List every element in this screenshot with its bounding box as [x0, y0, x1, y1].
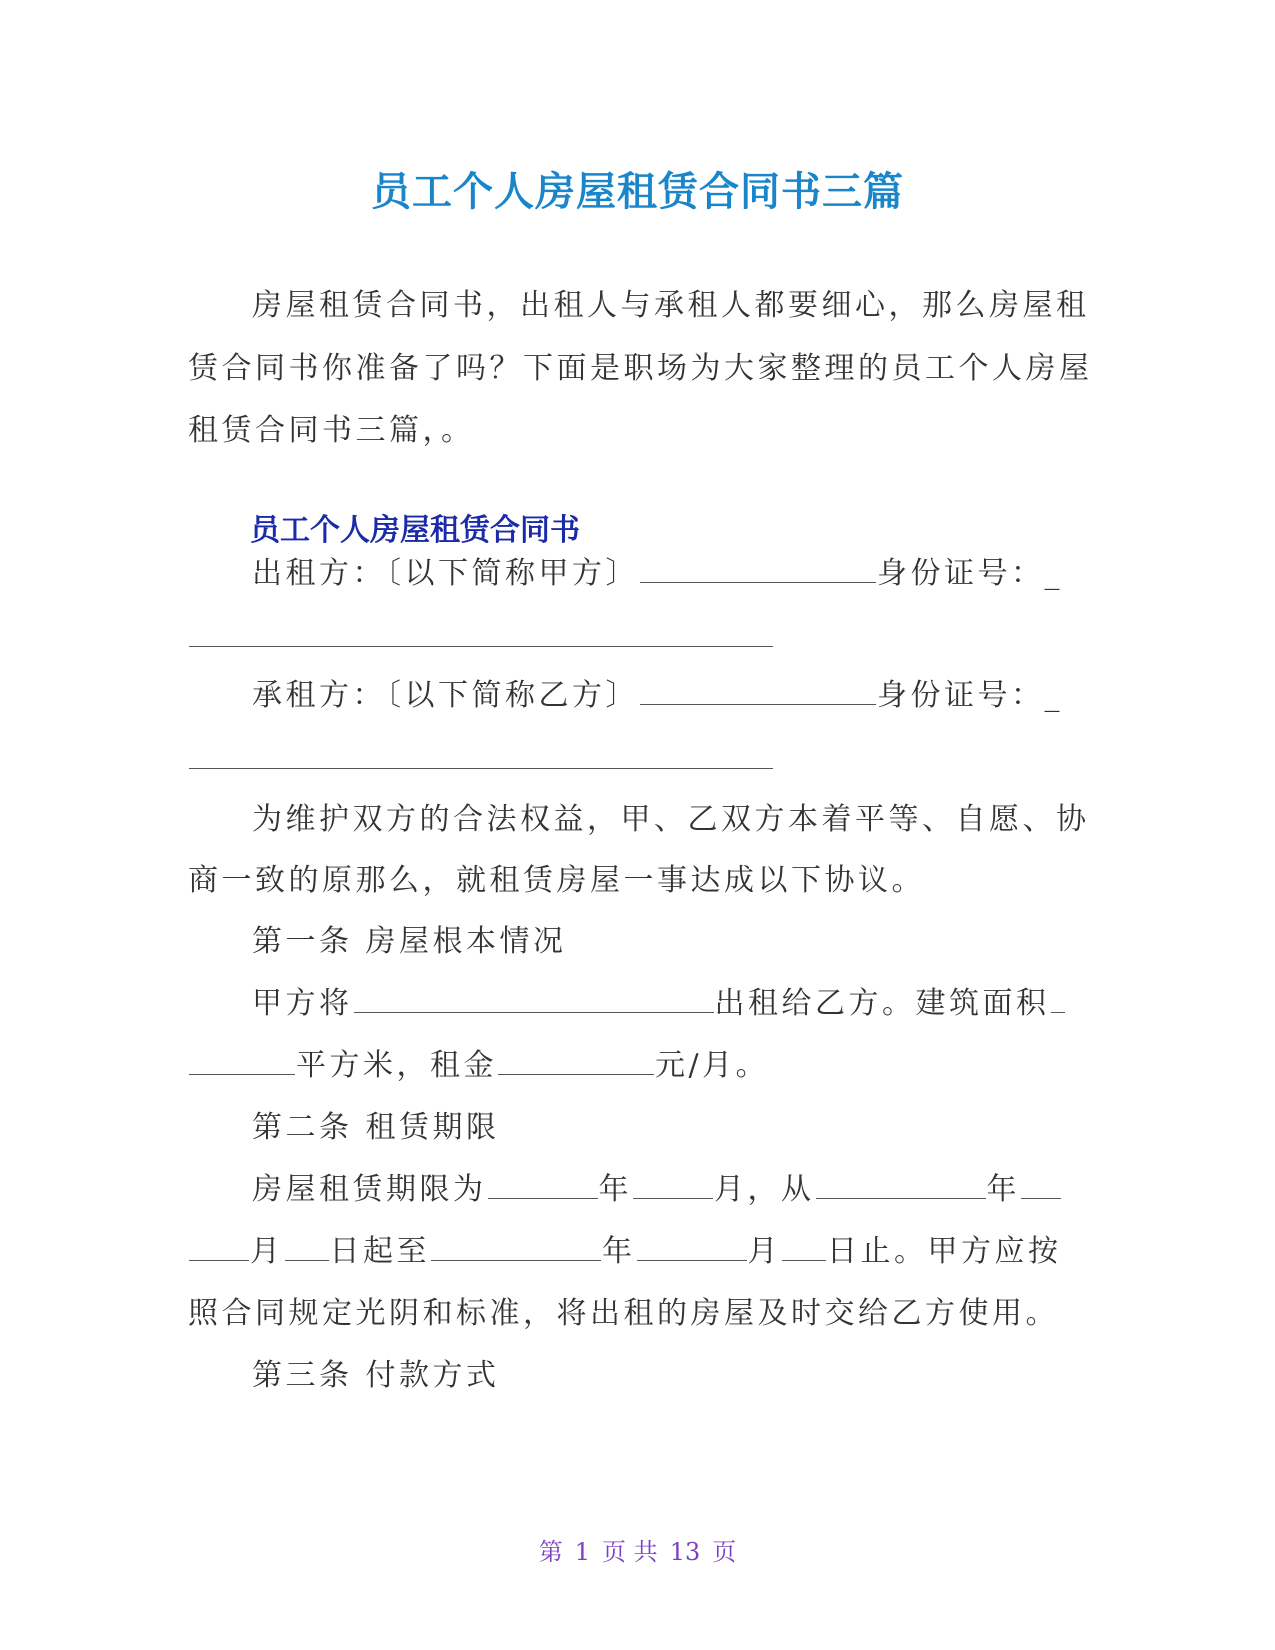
page-footer	[0, 1532, 1275, 1567]
article2-heading: 第二条 租赁期限	[252, 1110, 500, 1145]
article1-p2-b: 元/月。	[655, 1048, 770, 1083]
end-day-blank	[782, 1236, 826, 1261]
lessor-id-blank	[189, 622, 773, 647]
document-title: 员工个人房屋租赁合同书三篇	[371, 169, 904, 215]
area-blank-start	[1051, 988, 1065, 1013]
article1-p1-b: 出租给乙方。建筑面积	[714, 986, 1050, 1021]
lessor-id-line	[188, 618, 1088, 658]
lessee-id-tail: _	[1044, 678, 1063, 713]
article2-p1-b: 年	[598, 1172, 632, 1207]
article2-p2-b: 日起至	[329, 1234, 430, 1269]
preamble-line-1: 为维护双方的合法权益，甲、乙双方本着平等、自愿、协	[252, 802, 1090, 837]
lessee-id-label: 身份证号：	[877, 678, 1045, 713]
article2-line-3: 照合同规定光阴和标准，将出租的房屋及时交给乙方使用。	[188, 1296, 1059, 1331]
footer-suffix: 页	[712, 1538, 737, 1566]
article1-line-2	[188, 1046, 1088, 1086]
end-month-blank	[637, 1236, 747, 1261]
article1-p2-a: 平方米，租金	[296, 1048, 497, 1083]
rent-blank	[498, 1050, 654, 1075]
lessor-line	[252, 554, 1088, 594]
lessee-label: 承租方：〔以下简称乙方〕	[252, 678, 639, 713]
article2-p1-d: 年	[986, 1172, 1020, 1207]
article1-line-1	[252, 984, 1088, 1024]
footer-total-pages: 13	[669, 1538, 701, 1566]
start-day-blank	[285, 1236, 329, 1261]
intro-line-3: 租赁合同书三篇，。	[188, 413, 475, 448]
lessor-id-tail: _	[1044, 556, 1063, 591]
term-years-blank	[488, 1174, 598, 1199]
start-year-blank	[816, 1174, 986, 1199]
article2-p2-d: 月	[747, 1234, 781, 1269]
lessee-line	[252, 676, 1088, 716]
term-months-blank	[633, 1174, 713, 1199]
article1-p1-a: 甲方将	[252, 986, 353, 1021]
article2-line-2	[188, 1232, 1088, 1272]
area-blank	[189, 1050, 295, 1075]
section-heading: 员工个人房屋租赁合同书	[250, 513, 580, 548]
footer-page-number: 1	[574, 1538, 591, 1566]
start-month-blank-start	[1021, 1174, 1061, 1199]
intro-line-2: 赁合同书你准备了吗？下面是职场为大家整理的员工个人房屋	[188, 351, 1093, 386]
article2-p2-c: 年	[602, 1234, 636, 1269]
lessor-id-label: 身份证号：	[877, 556, 1045, 591]
lessee-name-blank	[640, 680, 876, 705]
lessee-id-blank	[189, 744, 773, 769]
end-year-blank	[431, 1236, 601, 1261]
footer-prefix: 第	[538, 1538, 563, 1566]
article3-heading: 第三条 付款方式	[252, 1358, 500, 1393]
article2-p2-a: 月	[250, 1234, 284, 1269]
article2-p1-c: 月，从	[714, 1172, 815, 1207]
property-address-blank	[354, 988, 714, 1013]
article1-heading: 第一条 房屋根本情况	[252, 924, 567, 959]
footer-middle: 页 共	[602, 1538, 658, 1566]
article2-line-1	[252, 1170, 1088, 1210]
preamble-line-2: 商一致的原那么，就租赁房屋一事达成以下协议。	[188, 863, 925, 898]
lessor-label: 出租方：〔以下简称甲方〕	[252, 556, 639, 591]
lessee-id-line	[188, 740, 1088, 780]
start-month-blank	[189, 1236, 249, 1261]
intro-line-1: 房屋租赁合同书，出租人与承租人都要细心，那么房屋租	[252, 288, 1090, 323]
lessor-name-blank	[640, 558, 876, 583]
article2-p2-e: 日止。甲方应按	[827, 1234, 1062, 1269]
article2-p1-a: 房屋租赁期限为	[252, 1172, 487, 1207]
